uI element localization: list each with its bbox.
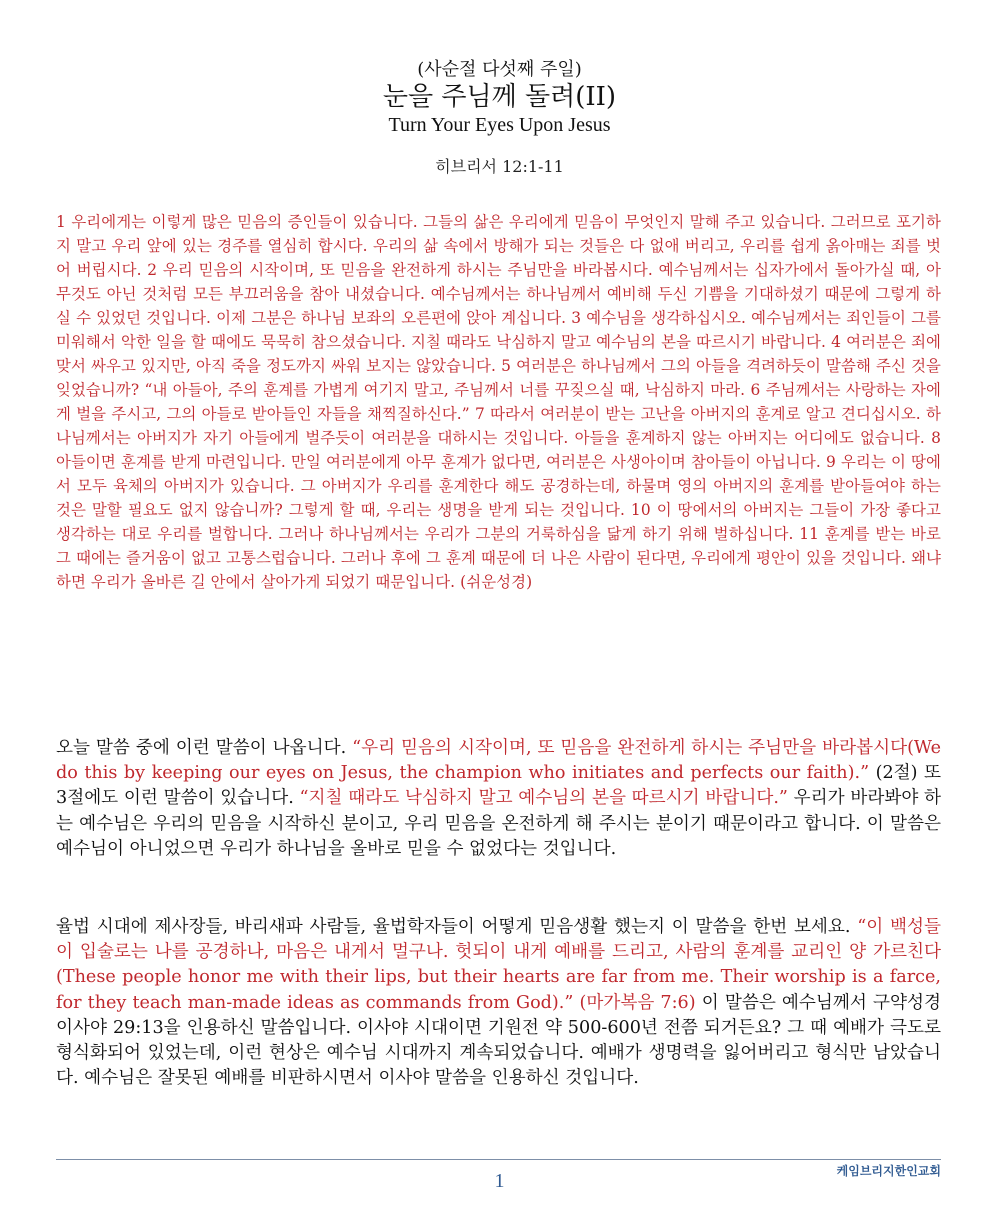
paragraph-text: 오늘 말씀 중에 이런 말씀이 나옵니다. — [56, 738, 353, 758]
sermon-header — [0, 58, 999, 178]
page-number: 1 — [494, 1170, 505, 1192]
paragraph-text: (2절) 또 3절에도 이런 말씀이 있습니다. — [56, 763, 941, 809]
sermon-title: 눈을 주님께 돌려(II) — [382, 82, 617, 112]
scripture-passage: 1 우리에게는 이렇게 많은 믿음의 증인들이 있습니다. 그들의 삶은 우리에게 믿음이 무엇인지 말해 주고 있습니다. 그러므로 포기하지 말고 우리 앞에 있는 경주를 열심히 합시다. 우리의 삶 속에서 방해가 되는 것들은 다 없애 버리고, 우리를 쉽게 옭아매는 죄를 벗어 버립시다. 2 우리 믿음의 시작이며, 또 믿음을 완전하게 하시는 주님만을 바라봅시다. 예수님께서는 십자가에서 돌아가실 때, 아무것도 아닌 것처럼 모든 부끄러움을 참아 내셨습니다. 예수님께서는 하나님께서 예비해 두신 기쁨을 기대하셨기 때문에 그렇게 하실 수 있었던 것입니다. 이제 그분은 하나님 보좌의 오른편에 앉아 계십니다. 3 예수님을 생각하십시오. 예수님께서는 죄인들이 그를 미워해서 악한 일을 할 때에도 묵묵히 참으셨습니다. 지칠 때라도 낙심하지 말고 예수님의 본을 따르시기 바랍니다. 4 여러분은 죄에 맞서 싸우고 있지만, 아직 죽을 정도까지 싸워 보지는 않았습니다. 5 여러분은 하나님께서 그의 아들을 격려하듯이 말씀해 주신 것을 잊었습니까? “내 아들아, 주의 훈계를 가볍게 여기지 말고, 주님께서 너를 꾸짖으실 때, 낙심하지 마라. 6 주님께서는 사랑하는 자에게 벌을 주시고, 그의 아들로 받아들인 자들을 채찍질하신다.” 7 따라서 여러분이 받는 고난을 아버지의 훈계로 알고 견디십시오. 하나님께서는 아버지가 자기 아들에게 벌주듯이 여러분을 대하시는 것입니다. 아들을 훈계하지 않는 아버지는 어디에도 없습니다. 8 아들이면 훈계를 받게 마련입니다. 만일 여러분에게 아무 훈계가 없다면, 여러분은 사생아이며 참아들이 아닙니다. 9 우리는 이 땅에서 모두 육체의 아버지가 있습니다. 그 아버지가 우리를 훈계한다 해도 공경하는데, 하물며 영의 아버지의 훈계를 받아들여야 하는 것은 말할 필요도 없지 않습니까? 그렇게 할 때, 우리는 생명을 받게 되는 것입니다. 10 이 땅에서의 아버지는 그들이 가장 좋다고 생각하는 대로 우리를 벌합니다. 그러나 하나님께서는 우리가 그분의 거룩하심을 닮게 하기 위해 벌하십니다. 11 훈계를 받는 바로 그 때에는 즐거움이 없고 고통스럽습니다. 그러나 후에 그 훈계 때문에 더 나은 사람이 된다면, 우리에게 평안이 있을 것입니다. 왜냐하면 우리가 올바른 길 안에서 살아가게 되었기 때문입니다. (쉬운성경) — [56, 213, 941, 591]
paragraph-text: 우리가 바라봐야 하는 예수님은 우리의 믿음을 시작하신 분이고, 우리 믿음을 온전하게 해 주시는 분이기 때문이라고 합니다. 이 말씀은 예수님이 아니었으면 우리가 하나님을 올바로 믿을 수 없었다는 것입니다. — [56, 788, 942, 859]
quoted-verse: “이 백성들이 입술로는 나를 공경하나, 마음은 내게서 멀구나. 헛되이 내게 예배를 드리고, 사람의 훈계를 교리인 양 가르친다(These people honor me with their lips, but their hearts are far from me. Their worship is a farce, for they teach man-made ideas as commands from God).” (마가복음 7:6) — [56, 917, 941, 1013]
paragraph-text: 이 말씀은 예수님께서 구약성경 이사야 29:13을 인용하신 말씀입니다. 이사야 시대이면 기원전 약 500-600년 전쯤 되거든요? 그 때 예배가 극도로 형식화되어 있었는데, 이런 현상은 예수님 시대까지 계속되었습니다. 예배가 생명력을 잃어버리고 형식만 남았습니다. 예수님은 잘못된 예배를 비판하시면서 이사야 말씀을 인용하신 것입니다. — [56, 992, 941, 1089]
footer-divider — [56, 1159, 941, 1160]
paragraph-text: 율법 시대에 제사장들, 바리새파 사람들, 율법학자들이 어떻게 믿음생활 했는지 이 말씀을 한번 보세요. — [56, 917, 858, 937]
body-paragraph-2 — [56, 915, 941, 1091]
quoted-verse: “우리 믿음의 시작이며, 또 믿음을 완전하게 하시는 주님만을 바라봅시다(We do this by keeping our eyes on Jesus, the champion who initiates and perfects our faith).” — [56, 738, 941, 784]
sermon-title-english: Turn Your Eyes Upon Jesus — [388, 114, 611, 136]
body-paragraph-1 — [56, 736, 941, 862]
quoted-verse: “지칠 때라도 낙심하지 말고 예수님의 본을 따르시기 바랍니다.” — [299, 788, 788, 809]
sermon-subtitle: (사순절 다섯째 주일) — [417, 59, 582, 80]
scripture-reference: 히브리서 12:1-11 — [435, 157, 564, 176]
church-name: 케임브리지한인교회 — [836, 1164, 941, 1178]
